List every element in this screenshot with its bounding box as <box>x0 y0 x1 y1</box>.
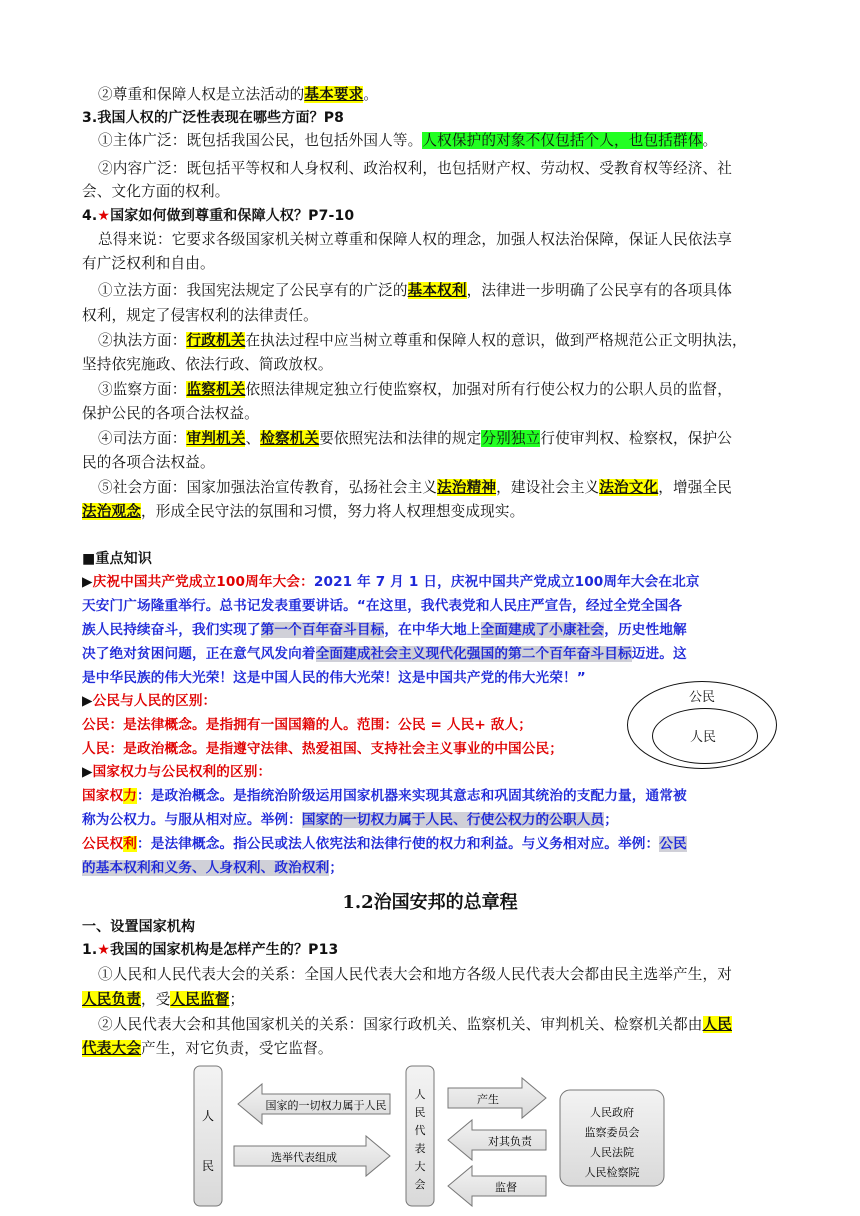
highlight-grey: 国家的一切权力属于人民、行使公权力的公职人员 <box>301 812 605 828</box>
highlight-term: 监察机关 <box>186 381 246 398</box>
subsection-heading: 一、设置国家机构 <box>82 919 196 935</box>
highlight-grey: 全面建成社会主义现代化强国的第二个百年奋斗目标 <box>315 646 632 662</box>
npc-box-char: 大 <box>414 1160 426 1173</box>
venn-outer-label: 公民 <box>689 690 716 705</box>
highlight-term: 基本要求 <box>304 86 364 103</box>
triangle-icon: ▶ <box>82 693 93 709</box>
npc-box-char: 表 <box>414 1142 426 1155</box>
paragraph-legislation-requirement: ②尊重和保障人权是立法活动的基本要求。 <box>98 86 379 103</box>
highlight-term: 法治观念 <box>82 503 141 520</box>
highlight-term: 人民监督 <box>170 991 230 1008</box>
question-4-heading: 4.★国家如何做到尊重和保障人权？P7-10 <box>82 208 355 224</box>
triangle-icon: ▶ <box>82 764 93 780</box>
definition-citizen-rights: 公民权利：是法律概念。指公民或法人依宪法和法律行使的权力和利益。与义务相对应。举例：公民 <box>82 836 687 852</box>
arrow-all-power-label: 国家的一切权力属于人民 <box>265 1099 387 1112</box>
highlight-term: 代表大会 <box>82 1040 141 1057</box>
definition-state-power: 国家权力：是政治概念。是指统治阶级运用国家机器来实现其意志和巩固其统治的支配力量，通常被 <box>82 788 687 804</box>
npc-box-char: 代 <box>414 1124 426 1137</box>
star-icon: ★ <box>97 942 111 958</box>
definition-people: 人民：是政治概念。是指遵守法律、热爱祖国、支持社会主义事业的中国公民； <box>82 741 564 757</box>
state-organ-item: 人民政府 <box>590 1106 634 1119</box>
highlight-grey: 的基本权利和义务、人身权利、政治权利 <box>82 860 330 876</box>
npc-box-char: 会 <box>414 1178 426 1191</box>
highlight-term: 行政机关 <box>186 332 246 349</box>
arrow-supervise-label: 监督 <box>495 1181 517 1194</box>
state-organs-diagram <box>190 1060 690 1210</box>
paragraph-content-broad-cont: 会、文化方面的权利。 <box>82 183 230 200</box>
paragraph-people-npc-cont: 人民负责，受人民监督； <box>82 991 245 1008</box>
key-item-citizen-people: ▶公民与人民的区别： <box>82 693 217 709</box>
highlight-term: 检察机关 <box>260 430 320 447</box>
highlight-green: 分别独立 <box>481 430 541 447</box>
section-title: 1.2治国安邦的总章程 <box>342 892 518 913</box>
highlight-term: 法治文化 <box>599 479 659 496</box>
arrow-elect-label: 选举代表组成 <box>271 1151 337 1164</box>
triangle-icon: ▶ <box>82 574 93 590</box>
key-item-centenary: ▶庆祝中国共产党成立100周年大会：2021 年 7 月 1 日，庆祝中国共产党成立100周年大会在北京 <box>82 574 700 590</box>
paragraph-npc-organs-cont: 代表大会产生，对它负责，受它监督。 <box>82 1040 333 1057</box>
key-item-power-rights: ▶国家权力与公民权利的区别： <box>82 764 272 780</box>
npc-box-char: 民 <box>414 1106 426 1119</box>
paragraph-supervision: ③监察方面：监察机关依照法律规定独立行使监察权，加强对所有行使公权力的公职人员的监督， <box>98 381 732 398</box>
state-organ-item: 人民法院 <box>590 1146 634 1159</box>
state-organ-item: 人民检察院 <box>584 1166 640 1179</box>
paragraph-summary: 总得来说：它要求各级国家机关树立尊重和保障人权的理念，加强人权法治保障，保证人民依法享 <box>98 231 732 248</box>
venn-inner-label: 人民 <box>690 730 717 745</box>
paragraph-npc-organs: ②人民代表大会和其他国家机关的关系：国家行政机关、监察机关、审判机关、检察机关都由人民 <box>98 1016 732 1033</box>
people-box <box>194 1066 222 1206</box>
highlight-grey: 全面建成了小康社会 <box>480 622 605 638</box>
highlight-term: 基本权利 <box>407 282 467 299</box>
paragraph-judiciary-cont: 民的各项合法权益。 <box>82 454 215 471</box>
question-3-heading: 3.我国人权的广泛性表现在哪些方面？P8 <box>82 110 345 126</box>
definition-citizen: 公民：是法律概念。是指拥有一国国籍的人。范围：公民 = 人民+ 敌人； <box>82 717 533 733</box>
star-icon: ★ <box>97 208 111 224</box>
paragraph-judiciary: ④司法方面：审判机关、检察机关要依照宪法和法律的规定分别独立行使审判权、检察权，保护公 <box>98 430 733 447</box>
key-item-centenary-line3: 族人民持续奋斗，我们实现了第一个百年奋斗目标，在中华大地上全面建成了小康社会，历史性地解 <box>82 622 687 638</box>
npc-box-char: 人 <box>414 1088 426 1101</box>
people-box-char: 民 <box>201 1159 215 1173</box>
paragraph-summary-cont: 有广泛权利和自由。 <box>82 255 215 272</box>
highlight-term: 人民负责 <box>82 991 141 1008</box>
highlight-term: 法治精神 <box>437 479 497 496</box>
state-organ-item: 监察委员会 <box>584 1126 640 1139</box>
arrow-responsible-label: 对其负责 <box>488 1135 532 1148</box>
question-heading: 1.★我国的国家机构是怎样产生的？P13 <box>82 942 339 958</box>
paragraph-subject-broad: ①主体广泛：既包括我国公民，也包括外国人等。人权保护的对象不仅包括个人，也包括群体。 <box>98 132 718 149</box>
highlight-grey: 公民 <box>659 836 687 852</box>
key-item-centenary-line2: 天安门广场隆重举行。总书记发表重要讲话。“在这里，我代表党和人民庄严宣告，经过全党全国各 <box>82 598 683 614</box>
highlight-green: 人权保护的对象不仅包括个人，也包括群体 <box>422 132 703 149</box>
key-item-centenary-line5: 是中华民族的伟大光荣！这是中国人民的伟大光荣！这是中国共产党的伟大光荣！” <box>82 670 586 686</box>
paragraph-content-broad: ②内容广泛：既包括平等权和人身权利、政治权利，也包括财产权、劳动权、受教育权等经济、社 <box>98 160 732 177</box>
paragraph-enforcement-cont: 坚持依宪施政、依法行政、简政放权。 <box>82 356 333 373</box>
key-knowledge-heading: ■重点知识 <box>82 551 152 567</box>
paragraph-legislation: ①立法方面：我国宪法规定了公民享有的广泛的基本权利，法律进一步明确了公民享有的各项具体 <box>98 282 732 299</box>
highlight-term: 人民 <box>702 1016 732 1033</box>
definition-citizen-rights-cont: 的基本权利和义务、人身权利、政治权利； <box>82 860 344 876</box>
paragraph-enforcement: ②执法方面：行政机关在执法过程中应当树立尊重和保障人权的意识，做到严格规范公正文明执法， <box>98 332 747 349</box>
paragraph-people-npc: ①人民和人民代表大会的关系：全国人民代表大会和地方各级人民代表大会都由民主选举产生，对 <box>98 966 732 983</box>
paragraph-society-cont: 法治观念，形成全民守法的氛围和习惯，努力将人权理想变成现实。 <box>82 503 525 520</box>
arrow-produce-label: 产生 <box>477 1093 499 1106</box>
paragraph-legislation-cont: 权利，规定了侵害权利的法律责任。 <box>82 307 318 324</box>
highlight-term: 审判机关 <box>186 430 246 447</box>
definition-state-power-cont: 称为公权力。与服从相对应。举例：国家的一切权力属于人民、行使公权力的公职人员； <box>82 812 619 828</box>
highlight-grey: 第一个百年奋斗目标 <box>260 622 385 638</box>
paragraph-supervision-cont: 保护公民的各项合法权益。 <box>82 405 259 422</box>
key-item-centenary-line4: 决了绝对贫困问题，正在意气风发向着全面建成社会主义现代化强国的第二个百年奋斗目标迈进。这 <box>82 646 687 662</box>
paragraph-society: ⑤社会方面：国家加强法治宣传教育，弘扬社会主义法治精神，建设社会主义法治文化，增强全民 <box>98 479 733 496</box>
people-box-char: 人 <box>201 1109 215 1123</box>
